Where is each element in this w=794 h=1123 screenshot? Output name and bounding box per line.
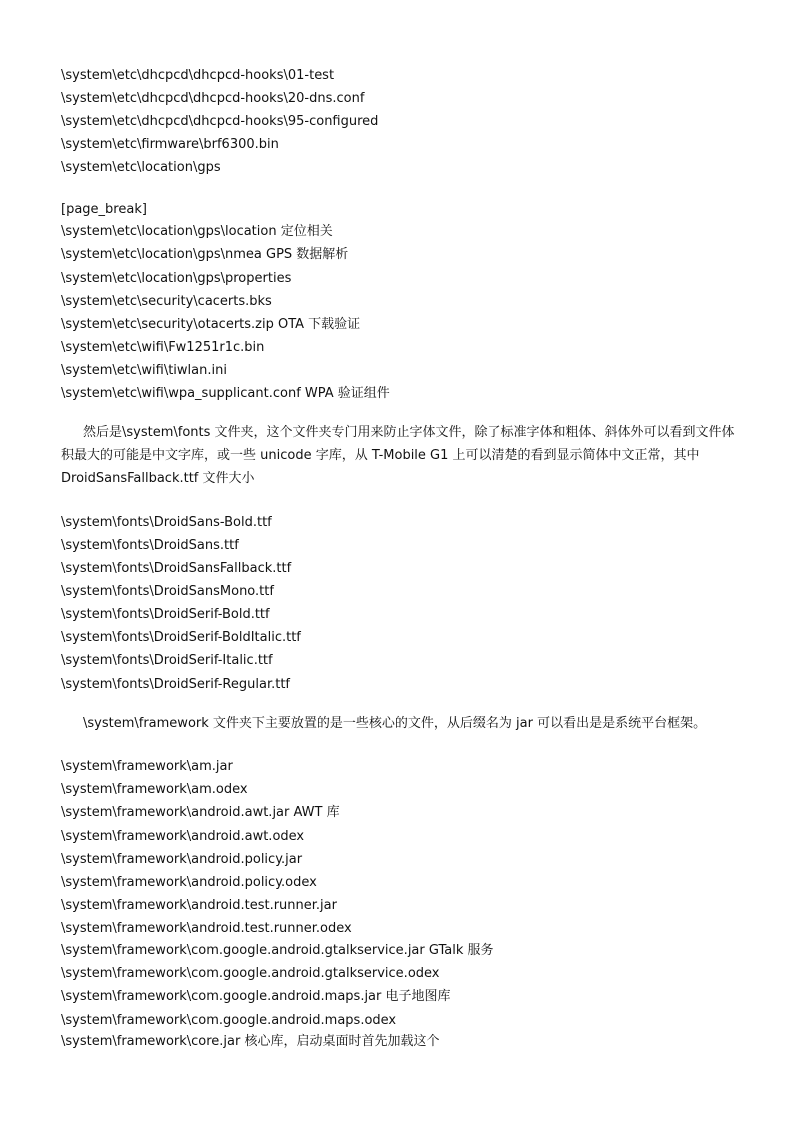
path-line: \system\framework\com.google.android.gtalkservice.odex: [61, 966, 440, 981]
path-line: \system\fonts\DroidSerif-Bold.ttf: [61, 607, 270, 622]
path-line: \system\etc\wifi\tiwlan.ini: [61, 363, 227, 378]
path-line: \system\fonts\DroidSerif-Regular.ttf: [61, 677, 290, 692]
path-line: \system\etc\location\gps: [61, 160, 221, 175]
path-line: \system\fonts\DroidSans.ttf: [61, 538, 239, 553]
path-line: \system\framework\am.odex: [61, 782, 248, 797]
path-line: \system\etc\wifi\Fw1251r1c.bin: [61, 340, 265, 355]
path-line: \system\framework\android.awt.jar AWT 库: [61, 805, 340, 820]
path-line: \system\etc\security\otacerts.zip OTA 下载验证: [61, 317, 361, 332]
path-line: \system\etc\dhcpcd\dhcpcd-hooks\95-configured: [61, 114, 379, 129]
fonts-paragraph: 然后是\system\fonts 文件夹，这个文件夹专门用来防止字体文件，除了标准字体和粗体、斜体外可以看到文件体积最大的可能是中文字库，或一些 unicode 字库，从 T-Mobile G1 上可以清楚的看到显示简体中文正常，其中 DroidSansFallback.ttf 文件大小: [61, 425, 735, 486]
path-line: \system\etc\security\cacerts.bks: [61, 294, 272, 309]
path-line: \system\framework\com.google.android.maps.odex: [61, 1013, 397, 1028]
path-line: \system\etc\dhcpcd\dhcpcd-hooks\01-test: [61, 68, 335, 83]
path-line: \system\etc\location\gps\properties: [61, 271, 292, 286]
path-line: \system\etc\location\gps\nmea GPS 数据解析: [61, 247, 349, 262]
path-line: \system\fonts\DroidSerif-BoldItalic.ttf: [61, 630, 301, 645]
path-line: \system\framework\android.test.runner.odex: [61, 921, 352, 936]
path-line: \system\fonts\DroidSansFallback.ttf: [61, 561, 292, 576]
path-line: \system\fonts\DroidSerif-Italic.ttf: [61, 653, 273, 668]
path-line: \system\framework\android.awt.odex: [61, 829, 305, 844]
framework-paragraph: \system\framework 文件夹下主要放置的是一些核心的文件，从后缀名为 jar 可以看出是是系统平台框架。: [83, 716, 707, 731]
path-line: \system\etc\location\gps\location 定位相关: [61, 224, 333, 239]
path-line: \system\framework\com.google.android.gtalkservice.jar GTalk 服务: [61, 943, 494, 958]
path-line: \system\fonts\DroidSansMono.ttf: [61, 584, 274, 599]
path-line: \system\framework\android.policy.odex: [61, 875, 317, 890]
path-line: \system\etc\firmware\brf6300.bin: [61, 137, 279, 152]
path-line: \system\framework\android.policy.jar: [61, 852, 303, 867]
path-line: \system\framework\core.jar 核心库，启动桌面时首先加载这个: [61, 1034, 440, 1049]
path-line: \system\etc\wifi\wpa_supplicant.conf WPA 验证组件: [61, 386, 390, 401]
path-line: \system\framework\am.jar: [61, 759, 233, 774]
path-line: \system\framework\android.test.runner.jar: [61, 898, 337, 913]
path-line: \system\framework\com.google.android.maps.jar 电子地图库: [61, 989, 451, 1004]
path-line: \system\etc\dhcpcd\dhcpcd-hooks\20-dns.conf: [61, 91, 365, 106]
page-break-marker: [page_break]: [61, 202, 147, 217]
path-line: \system\fonts\DroidSans-Bold.ttf: [61, 515, 272, 530]
